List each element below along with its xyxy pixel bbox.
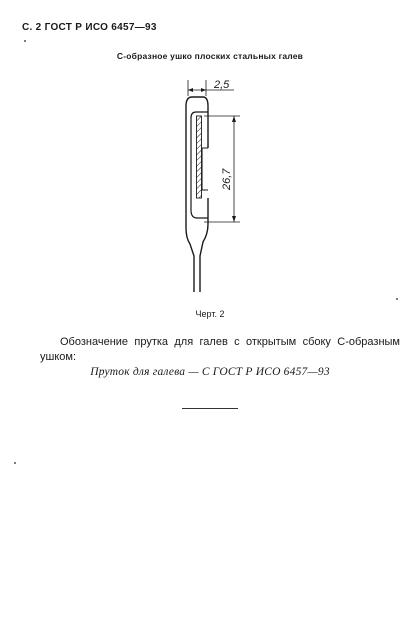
- dim-height-arrow: [232, 216, 236, 222]
- designation-example: Пруток для галева — С ГОСТ Р ИСО 6457—93: [90, 366, 330, 378]
- scan-speck: [396, 298, 398, 300]
- figure-title: С-образное ушко плоских стальных галев: [116, 51, 304, 61]
- hatched-section: [197, 116, 202, 198]
- heddle-eye-drawing: [160, 78, 270, 300]
- scan-speck: [24, 40, 26, 42]
- dim-height-arrow: [232, 116, 236, 122]
- scan-speck: [14, 462, 16, 464]
- designation-paragraph: Обозначение прутка для галев с открытым сбоку С-образным ушком:: [40, 336, 400, 363]
- figure-caption: Черт. 2: [195, 309, 225, 319]
- dim-width-arrow: [201, 88, 206, 92]
- dim-height-label: 26,7: [221, 168, 233, 190]
- c-eye-opening: [202, 148, 208, 190]
- dim-width-label: 2,5: [214, 79, 230, 91]
- page-header: С. 2 ГОСТ Р ИСО 6457—93: [22, 22, 157, 33]
- end-rule: [182, 408, 238, 409]
- dim-width-arrow: [188, 88, 193, 92]
